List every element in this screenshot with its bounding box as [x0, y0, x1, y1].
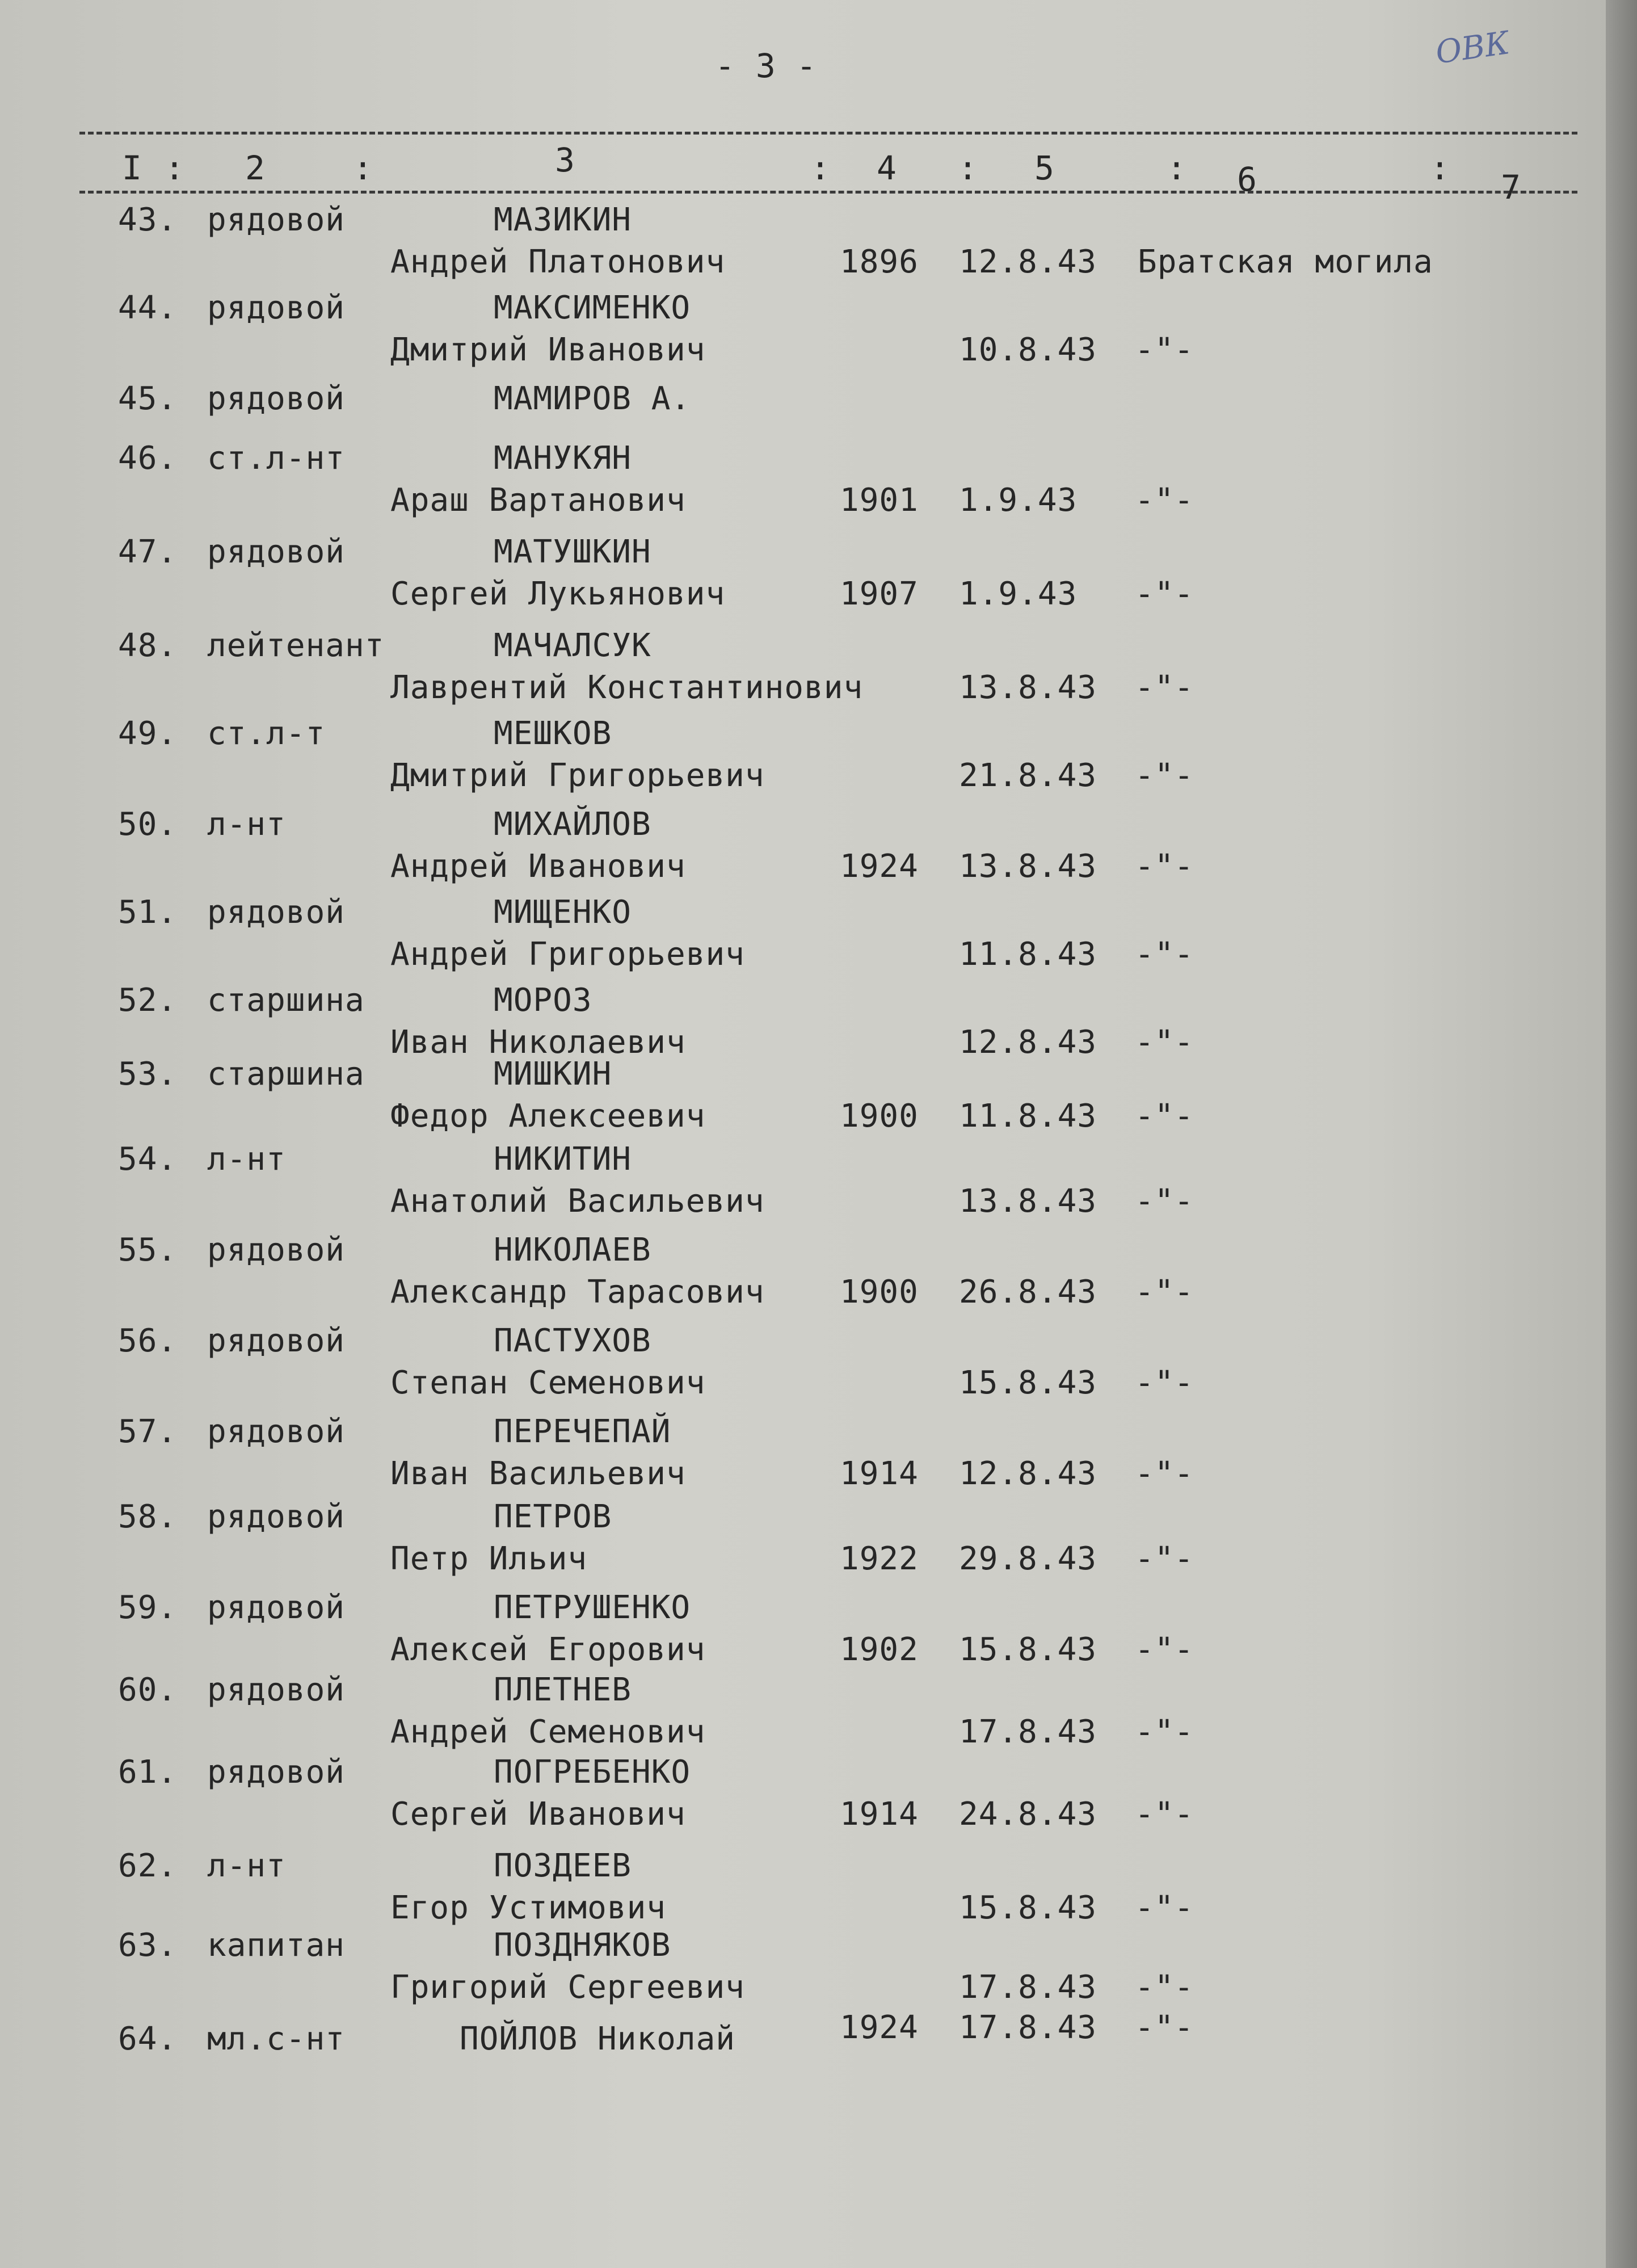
record-number: 57.	[118, 1413, 178, 1450]
record-number: 45.	[118, 380, 178, 417]
birth-year: 1907	[840, 576, 919, 612]
military-rank: рядовой	[207, 534, 346, 570]
record-number: 61.	[118, 1754, 178, 1791]
military-rank: рядовой	[207, 289, 346, 326]
military-rank: рядовой	[207, 1498, 346, 1535]
military-rank: рядовой	[207, 1413, 346, 1450]
list-item	[0, 1413, 1606, 1492]
death-date: 1.9.43	[959, 482, 1078, 519]
list-item	[0, 380, 1606, 417]
surname: НИКОЛАЕВ	[494, 1232, 651, 1269]
burial-place: -"-	[1135, 669, 1194, 706]
record-number: 59.	[118, 1589, 178, 1626]
column-header-2: 2	[245, 149, 266, 187]
military-rank: рядовой	[207, 1754, 346, 1791]
military-rank: лейтенант	[207, 627, 385, 664]
given-name-patronymic: Алексей Егорович	[390, 1631, 706, 1668]
record-number: 43.	[118, 201, 178, 238]
death-date: 15.8.43	[959, 1889, 1097, 1926]
given-name-patronymic: Иван Николаевич	[390, 1024, 686, 1061]
record-number: 62.	[118, 1847, 178, 1884]
given-name-patronymic: Араш Вартанович	[390, 482, 686, 519]
birth-year: 1902	[840, 1631, 919, 1668]
death-date: 21.8.43	[959, 757, 1097, 794]
death-date: 15.8.43	[959, 1364, 1097, 1401]
death-date: 17.8.43	[959, 1713, 1097, 1750]
given-name-patronymic: Федор Алексеевич	[390, 1098, 706, 1135]
column-header-6: 6	[1237, 160, 1257, 199]
list-item	[0, 1498, 1606, 1577]
list-item	[0, 1056, 1606, 1135]
burial-place: -"-	[1135, 1713, 1194, 1750]
birth-year: 1900	[840, 1274, 919, 1311]
military-rank: старшина	[207, 1056, 365, 1093]
record-number: 60.	[118, 1671, 178, 1708]
column-header-7: 7	[1501, 168, 1521, 207]
list-item	[0, 534, 1606, 612]
burial-place: -"-	[1135, 1969, 1194, 2006]
birth-year: 1924	[840, 848, 919, 885]
birth-year: 1896	[840, 243, 919, 280]
surname: ПЛЕТНЕВ	[494, 1671, 632, 1708]
surname: МЕШКОВ	[494, 715, 612, 752]
birth-year: 1924	[840, 2009, 919, 2046]
burial-place: -"-	[1135, 1183, 1194, 1220]
given-name-patronymic: Иван Васильевич	[390, 1455, 686, 1492]
given-name-patronymic: Лаврентий Константинович	[390, 669, 864, 706]
death-date: 11.8.43	[959, 936, 1097, 973]
military-rank: ст.л-нт	[207, 440, 346, 477]
burial-place: -"-	[1135, 1274, 1194, 1311]
surname: МАМИРОВ А.	[494, 380, 691, 417]
death-date: 29.8.43	[959, 1540, 1097, 1577]
record-number: 64.	[118, 2021, 178, 2057]
surname: ПОЙЛОВ Николай	[460, 2021, 736, 2057]
record-number: 53.	[118, 1056, 178, 1093]
given-name-patronymic: Андрей Григорьевич	[390, 936, 745, 973]
surname: ПЕТРОВ	[494, 1498, 612, 1535]
military-rank: рядовой	[207, 201, 346, 238]
given-name-patronymic: Дмитрий Иванович	[390, 331, 706, 368]
record-number: 49.	[118, 715, 178, 752]
death-date: 13.8.43	[959, 848, 1097, 885]
page-number: - 3 -	[715, 47, 817, 85]
given-name-patronymic: Григорий Сергеевич	[390, 1969, 745, 2006]
military-rank: рядовой	[207, 1589, 346, 1626]
list-item	[0, 1754, 1606, 1833]
list-item	[0, 440, 1606, 519]
burial-place: -"-	[1135, 2009, 1194, 2046]
military-rank: рядовой	[207, 380, 346, 417]
record-number: 51.	[118, 894, 178, 931]
list-item	[0, 289, 1606, 368]
birth-year: 1900	[840, 1098, 919, 1135]
surname: ПОГРЕБЕНКО	[494, 1754, 691, 1791]
military-rank: рядовой	[207, 894, 346, 931]
given-name-patronymic: Андрей Семенович	[390, 1713, 706, 1750]
record-number: 56.	[118, 1322, 178, 1359]
record-number: 55.	[118, 1232, 178, 1269]
burial-place: -"-	[1135, 576, 1194, 612]
surname: МАЗИКИН	[494, 201, 632, 238]
given-name-patronymic: Андрей Платонович	[390, 243, 726, 280]
surname: ПЕТРУШЕНКО	[494, 1589, 691, 1626]
record-number: 50.	[118, 806, 178, 843]
column-header-3: 3	[555, 141, 575, 179]
burial-place: -"-	[1135, 482, 1194, 519]
list-item	[0, 201, 1606, 280]
list-item	[0, 982, 1606, 1061]
record-number: 58.	[118, 1498, 178, 1535]
list-item	[0, 894, 1606, 973]
record-number: 63.	[118, 1927, 178, 1964]
record-number: 46.	[118, 440, 178, 477]
burial-place: -"-	[1135, 936, 1194, 973]
list-item	[0, 806, 1606, 885]
surname: МИШКИН	[494, 1056, 612, 1093]
paper-edge	[1606, 0, 1637, 2268]
record-number: 52.	[118, 982, 178, 1019]
surname: МОРОЗ	[494, 982, 592, 1019]
record-number: 54.	[118, 1141, 178, 1178]
surname: ПАСТУХОВ	[494, 1322, 651, 1359]
surname: МИХАЙЛОВ	[494, 806, 651, 843]
handwritten-corner-mark: ОВК	[1433, 24, 1512, 72]
burial-place: -"-	[1135, 1098, 1194, 1135]
death-date: 11.8.43	[959, 1098, 1097, 1135]
death-date: 17.8.43	[959, 2009, 1097, 2046]
header-rule-top	[79, 132, 1577, 135]
list-item	[0, 1671, 1606, 1750]
military-rank: мл.с-нт	[207, 2021, 346, 2057]
death-date: 13.8.43	[959, 669, 1097, 706]
given-name-patronymic: Егор Устимович	[390, 1889, 667, 1926]
column-separator: :	[165, 149, 185, 187]
military-rank: старшина	[207, 982, 365, 1019]
burial-place: -"-	[1135, 1024, 1194, 1061]
list-item	[0, 1847, 1606, 1926]
surname: ПЕРЕЧЕПАЙ	[494, 1413, 671, 1450]
death-date: 1.9.43	[959, 576, 1078, 612]
given-name-patronymic: Александр Тарасович	[390, 1274, 765, 1311]
list-item	[0, 1322, 1606, 1401]
surname: ПОЗДЕЕВ	[494, 1847, 632, 1884]
surname: ПОЗДНЯКОВ	[494, 1927, 671, 1964]
military-rank: рядовой	[207, 1671, 346, 1708]
list-item	[0, 1927, 1606, 2006]
burial-place: -"-	[1135, 1364, 1194, 1401]
burial-place: -"-	[1135, 331, 1194, 368]
burial-place: -"-	[1135, 1889, 1194, 1926]
death-date: 10.8.43	[959, 331, 1097, 368]
given-name-patronymic: Степан Семенович	[390, 1364, 706, 1401]
record-number: 47.	[118, 534, 178, 570]
death-date: 12.8.43	[959, 1455, 1097, 1492]
death-date: 15.8.43	[959, 1631, 1097, 1668]
column-header-5: 5	[1034, 149, 1055, 187]
list-item	[0, 1141, 1606, 1220]
birth-year: 1922	[840, 1540, 919, 1577]
death-date: 13.8.43	[959, 1183, 1097, 1220]
burial-place: -"-	[1135, 1796, 1194, 1833]
surname: МАНУКЯН	[494, 440, 632, 477]
column-header-1: I	[122, 149, 142, 187]
column-separator: :	[353, 149, 373, 187]
given-name-patronymic: Петр Ильич	[390, 1540, 588, 1577]
list-item	[0, 1589, 1606, 1668]
column-header-4: 4	[877, 149, 897, 187]
given-name-patronymic: Андрей Иванович	[390, 848, 686, 885]
military-rank: рядовой	[207, 1232, 346, 1269]
given-name-patronymic: Сергей Лукьянович	[390, 576, 726, 612]
death-date: 17.8.43	[959, 1969, 1097, 2006]
list-item	[0, 1998, 1606, 2057]
burial-place: -"-	[1135, 1455, 1194, 1492]
birth-year: 1901	[840, 482, 919, 519]
military-rank: рядовой	[207, 1322, 346, 1359]
burial-place: -"-	[1135, 757, 1194, 794]
surname: МАКСИМЕНКО	[494, 289, 691, 326]
given-name-patronymic: Сергей Иванович	[390, 1796, 686, 1833]
burial-place: -"-	[1135, 848, 1194, 885]
military-rank: капитан	[207, 1927, 346, 1964]
surname: МАТУШКИН	[494, 534, 651, 570]
birth-year: 1914	[840, 1796, 919, 1833]
birth-year: 1914	[840, 1455, 919, 1492]
death-date: 12.8.43	[959, 243, 1097, 280]
list-item	[0, 627, 1606, 706]
header-rule-bottom	[79, 191, 1577, 194]
surname: МАЧАЛСУК	[494, 627, 651, 664]
military-rank: л-нт	[207, 806, 286, 843]
burial-place: -"-	[1135, 1631, 1194, 1668]
death-date: 26.8.43	[959, 1274, 1097, 1311]
military-rank: ст.л-т	[207, 715, 326, 752]
burial-place: -"-	[1135, 1540, 1194, 1577]
record-number: 44.	[118, 289, 178, 326]
record-number: 48.	[118, 627, 178, 664]
list-item	[0, 715, 1606, 794]
surname: МИЩЕНКО	[494, 894, 632, 931]
military-rank: л-нт	[207, 1847, 286, 1884]
given-name-patronymic: Дмитрий Григорьевич	[390, 757, 765, 794]
column-separator: :	[1167, 149, 1187, 187]
column-separator: :	[958, 149, 978, 187]
death-date: 24.8.43	[959, 1796, 1097, 1833]
burial-place: Братская могила	[1138, 243, 1433, 280]
column-separator: :	[1430, 149, 1450, 187]
surname: НИКИТИН	[494, 1141, 632, 1178]
military-rank: л-нт	[207, 1141, 286, 1178]
death-date: 12.8.43	[959, 1024, 1097, 1061]
list-item	[0, 1232, 1606, 1311]
given-name-patronymic: Анатолий Васильевич	[390, 1183, 765, 1220]
column-separator: :	[810, 149, 831, 187]
